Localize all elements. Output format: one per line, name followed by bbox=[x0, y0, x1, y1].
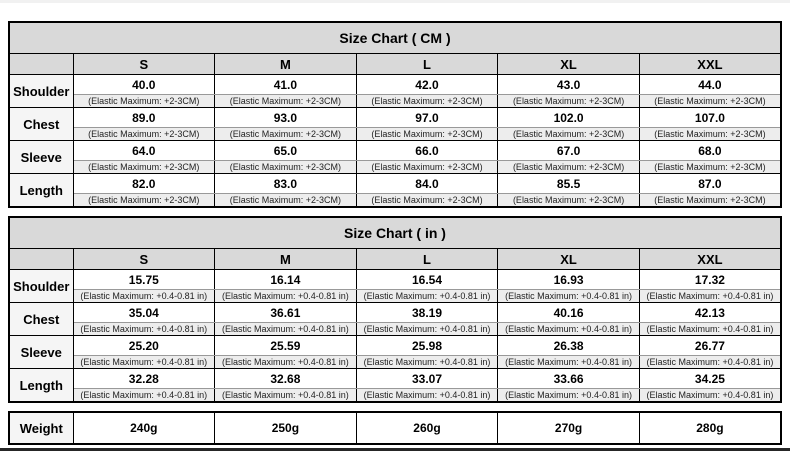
elastic-row bbox=[9, 128, 781, 141]
elastic-note: (Elastic Maximum: +2-3CM) bbox=[356, 194, 498, 208]
elastic-note: (Elastic Maximum: +2-3CM) bbox=[498, 95, 640, 108]
elastic-note: (Elastic Maximum: +2-3CM) bbox=[215, 95, 357, 108]
elastic-note: (Elastic Maximum: +2-3CM) bbox=[73, 194, 215, 208]
row-sleeve-in bbox=[9, 336, 781, 356]
elastic-note: (Elastic Maximum: +0.4-0.81 in) bbox=[498, 290, 640, 303]
column-header-xxl: XXL bbox=[639, 249, 781, 270]
row-label: Length bbox=[9, 369, 73, 403]
elastic-note: (Elastic Maximum: +0.4-0.81 in) bbox=[356, 356, 498, 369]
column-header-xxl: XXL bbox=[639, 54, 781, 75]
elastic-row bbox=[9, 356, 781, 369]
elastic-note: (Elastic Maximum: +0.4-0.81 in) bbox=[639, 290, 781, 303]
row-label: Shoulder bbox=[9, 270, 73, 303]
value-cell: 26.38 bbox=[498, 336, 640, 356]
elastic-note: (Elastic Maximum: +2-3CM) bbox=[73, 95, 215, 108]
value-cell: 36.61 bbox=[215, 303, 357, 323]
value-cell: 68.0 bbox=[639, 141, 781, 161]
row-shoulder-cm bbox=[9, 75, 781, 95]
size-chart-page bbox=[0, 3, 790, 445]
elastic-note: (Elastic Maximum: +0.4-0.81 in) bbox=[639, 323, 781, 336]
elastic-note: (Elastic Maximum: +0.4-0.81 in) bbox=[215, 290, 357, 303]
elastic-note: (Elastic Maximum: +0.4-0.81 in) bbox=[215, 389, 357, 403]
elastic-note: (Elastic Maximum: +2-3CM) bbox=[356, 128, 498, 141]
elastic-note: (Elastic Maximum: +0.4-0.81 in) bbox=[73, 290, 215, 303]
value-cell: 32.28 bbox=[73, 369, 215, 389]
value-cell: 25.59 bbox=[215, 336, 357, 356]
elastic-row bbox=[9, 290, 781, 303]
row-label: Length bbox=[9, 174, 73, 208]
row-chest-in bbox=[9, 303, 781, 323]
elastic-note: (Elastic Maximum: +2-3CM) bbox=[356, 95, 498, 108]
value-cell: 89.0 bbox=[73, 108, 215, 128]
bottom-divider-rule bbox=[0, 448, 790, 451]
elastic-note: (Elastic Maximum: +2-3CM) bbox=[639, 161, 781, 174]
value-cell: 97.0 bbox=[356, 108, 498, 128]
elastic-note: (Elastic Maximum: +0.4-0.81 in) bbox=[73, 356, 215, 369]
value-cell: 25.98 bbox=[356, 336, 498, 356]
elastic-row bbox=[9, 95, 781, 108]
elastic-note: (Elastic Maximum: +2-3CM) bbox=[73, 161, 215, 174]
elastic-note: (Elastic Maximum: +2-3CM) bbox=[498, 194, 640, 208]
elastic-row bbox=[9, 194, 781, 208]
value-cell: 102.0 bbox=[498, 108, 640, 128]
row-sleeve-cm bbox=[9, 141, 781, 161]
value-cell: 16.93 bbox=[498, 270, 640, 290]
value-cell: 43.0 bbox=[498, 75, 640, 95]
elastic-note: (Elastic Maximum: +2-3CM) bbox=[639, 128, 781, 141]
value-cell: 33.66 bbox=[498, 369, 640, 389]
weight-value-cell: 270g bbox=[498, 412, 640, 444]
table-title-in: Size Chart ( in ) bbox=[9, 217, 781, 249]
value-cell: 44.0 bbox=[639, 75, 781, 95]
corner-cell bbox=[9, 54, 73, 75]
value-cell: 32.68 bbox=[215, 369, 357, 389]
row-label: Chest bbox=[9, 303, 73, 336]
elastic-note: (Elastic Maximum: +2-3CM) bbox=[356, 161, 498, 174]
corner-cell bbox=[9, 249, 73, 270]
row-label: Chest bbox=[9, 108, 73, 141]
elastic-note: (Elastic Maximum: +0.4-0.81 in) bbox=[498, 323, 640, 336]
value-cell: 67.0 bbox=[498, 141, 640, 161]
elastic-note: (Elastic Maximum: +2-3CM) bbox=[215, 194, 357, 208]
elastic-note: (Elastic Maximum: +0.4-0.81 in) bbox=[356, 389, 498, 403]
elastic-note: (Elastic Maximum: +0.4-0.81 in) bbox=[639, 356, 781, 369]
value-cell: 87.0 bbox=[639, 174, 781, 194]
elastic-note: (Elastic Maximum: +0.4-0.81 in) bbox=[356, 323, 498, 336]
weight-table bbox=[8, 411, 782, 445]
size-chart-in-table bbox=[8, 216, 782, 403]
weight-value-cell: 240g bbox=[73, 412, 215, 444]
column-header-m: M bbox=[215, 249, 357, 270]
value-cell: 66.0 bbox=[356, 141, 498, 161]
elastic-note: (Elastic Maximum: +0.4-0.81 in) bbox=[73, 389, 215, 403]
value-cell: 25.20 bbox=[73, 336, 215, 356]
elastic-note: (Elastic Maximum: +2-3CM) bbox=[498, 161, 640, 174]
elastic-note: (Elastic Maximum: +0.4-0.81 in) bbox=[356, 290, 498, 303]
value-cell: 16.14 bbox=[215, 270, 357, 290]
value-cell: 64.0 bbox=[73, 141, 215, 161]
row-length-in bbox=[9, 369, 781, 389]
elastic-note: (Elastic Maximum: +2-3CM) bbox=[215, 161, 357, 174]
column-header-l: L bbox=[356, 54, 498, 75]
column-header-xl: XL bbox=[498, 54, 640, 75]
value-cell: 17.32 bbox=[639, 270, 781, 290]
value-cell: 85.5 bbox=[498, 174, 640, 194]
weight-value-cell: 260g bbox=[356, 412, 498, 444]
value-cell: 42.0 bbox=[356, 75, 498, 95]
table-title-cm: Size Chart ( CM ) bbox=[9, 22, 781, 54]
size-chart-cm-table bbox=[8, 21, 782, 208]
elastic-row bbox=[9, 161, 781, 174]
elastic-note: (Elastic Maximum: +0.4-0.81 in) bbox=[639, 389, 781, 403]
value-cell: 84.0 bbox=[356, 174, 498, 194]
row-shoulder-in bbox=[9, 270, 781, 290]
value-cell: 107.0 bbox=[639, 108, 781, 128]
column-header-s: S bbox=[73, 249, 215, 270]
column-header-xl: XL bbox=[498, 249, 640, 270]
value-cell: 65.0 bbox=[215, 141, 357, 161]
value-cell: 38.19 bbox=[356, 303, 498, 323]
row-label: Shoulder bbox=[9, 75, 73, 108]
elastic-note: (Elastic Maximum: +2-3CM) bbox=[215, 128, 357, 141]
row-length-cm bbox=[9, 174, 781, 194]
elastic-note: (Elastic Maximum: +0.4-0.81 in) bbox=[498, 356, 640, 369]
elastic-note: (Elastic Maximum: +2-3CM) bbox=[498, 128, 640, 141]
value-cell: 82.0 bbox=[73, 174, 215, 194]
value-cell: 16.54 bbox=[356, 270, 498, 290]
column-header-s: S bbox=[73, 54, 215, 75]
elastic-note: (Elastic Maximum: +0.4-0.81 in) bbox=[215, 356, 357, 369]
row-chest-cm bbox=[9, 108, 781, 128]
value-cell: 42.13 bbox=[639, 303, 781, 323]
value-cell: 34.25 bbox=[639, 369, 781, 389]
value-cell: 40.16 bbox=[498, 303, 640, 323]
column-header-m: M bbox=[215, 54, 357, 75]
row-weight bbox=[9, 412, 781, 444]
row-label: Weight bbox=[9, 412, 73, 444]
row-label: Sleeve bbox=[9, 141, 73, 174]
value-cell: 93.0 bbox=[215, 108, 357, 128]
value-cell: 41.0 bbox=[215, 75, 357, 95]
elastic-row bbox=[9, 323, 781, 336]
elastic-note: (Elastic Maximum: +2-3CM) bbox=[639, 194, 781, 208]
value-cell: 35.04 bbox=[73, 303, 215, 323]
row-label: Sleeve bbox=[9, 336, 73, 369]
value-cell: 40.0 bbox=[73, 75, 215, 95]
weight-value-cell: 250g bbox=[215, 412, 357, 444]
weight-value-cell: 280g bbox=[639, 412, 781, 444]
elastic-note: (Elastic Maximum: +0.4-0.81 in) bbox=[73, 323, 215, 336]
value-cell: 33.07 bbox=[356, 369, 498, 389]
elastic-row bbox=[9, 389, 781, 403]
elastic-note: (Elastic Maximum: +2-3CM) bbox=[639, 95, 781, 108]
value-cell: 26.77 bbox=[639, 336, 781, 356]
elastic-note: (Elastic Maximum: +0.4-0.81 in) bbox=[498, 389, 640, 403]
elastic-note: (Elastic Maximum: +2-3CM) bbox=[73, 128, 215, 141]
value-cell: 15.75 bbox=[73, 270, 215, 290]
elastic-note: (Elastic Maximum: +0.4-0.81 in) bbox=[215, 323, 357, 336]
value-cell: 83.0 bbox=[215, 174, 357, 194]
column-header-l: L bbox=[356, 249, 498, 270]
